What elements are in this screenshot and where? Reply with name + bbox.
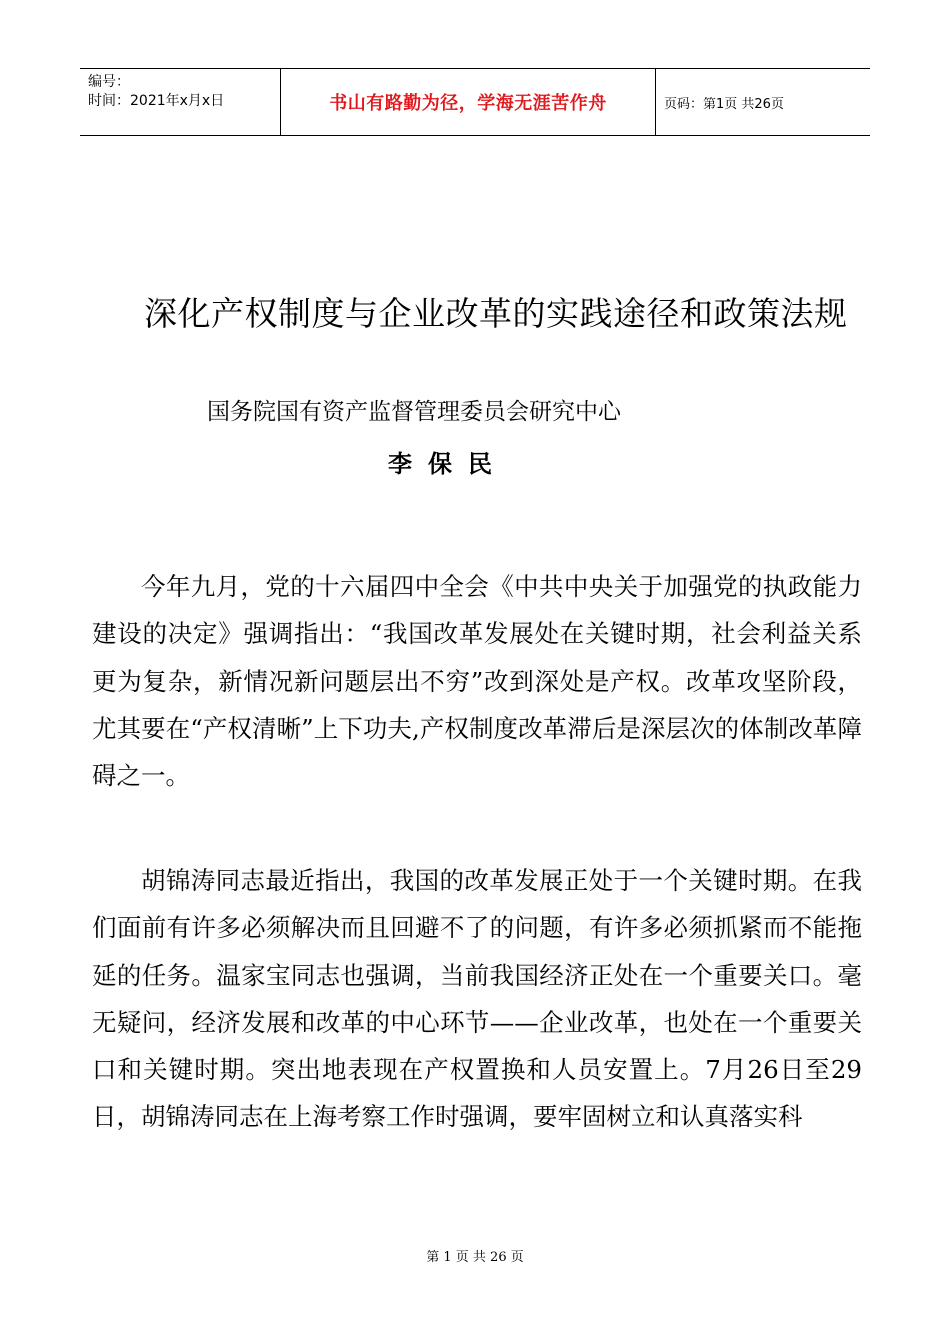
header-page-info: 页码：第1页 共26页: [664, 96, 784, 112]
author-name: 李保民: [388, 450, 508, 478]
header-motto: 书山有路勤为径，学海无涯苦作舟: [280, 69, 656, 135]
body-paragraph-2: 胡锦涛同志最近指出，我国的改革发展正处于一个关键时期。在我们面前有许多必须解决而且回避不了的问题，有许多必须抓紧而不能拖延的任务。温家宝同志也强调，当前我国经济正处在一个重要关口。毫无疑问，经济发展和改革的中心环节——企业改革，也处在一个重要关口和关键时期。突出地表现在产权置换和人员安置上。7月26日至29日，胡锦涛同志在上海考察工作时强调，要牢固树立和认真落实科: [92, 866, 862, 1132]
page-footer: 第 1 页 共 26 页: [426, 1250, 524, 1265]
author-organization: 国务院国有资产监督管理委员会研究中心: [207, 399, 621, 425]
document-time-label: 时间：2021年x月x日: [88, 93, 225, 109]
document-title: 深化产权制度与企业改革的实践途径和政策法规: [144, 294, 848, 333]
body-paragraph-1: 今年九月，党的十六届四中全会《中共中央关于加强党的执政能力建设的决定》强调指出：“我国改革发展处在关键时期，社会利益关系更为复杂，新情况新问题层出不穷”改到深处是产权。改革攻坚阶段，尤其要在“产权清晰”上下功夫,产权制度改革滞后是深层次的体制改革障碍之一。: [92, 572, 862, 791]
page-header: [80, 68, 870, 136]
header-meta: [80, 69, 280, 135]
document-number-label: 编号：: [88, 74, 130, 90]
